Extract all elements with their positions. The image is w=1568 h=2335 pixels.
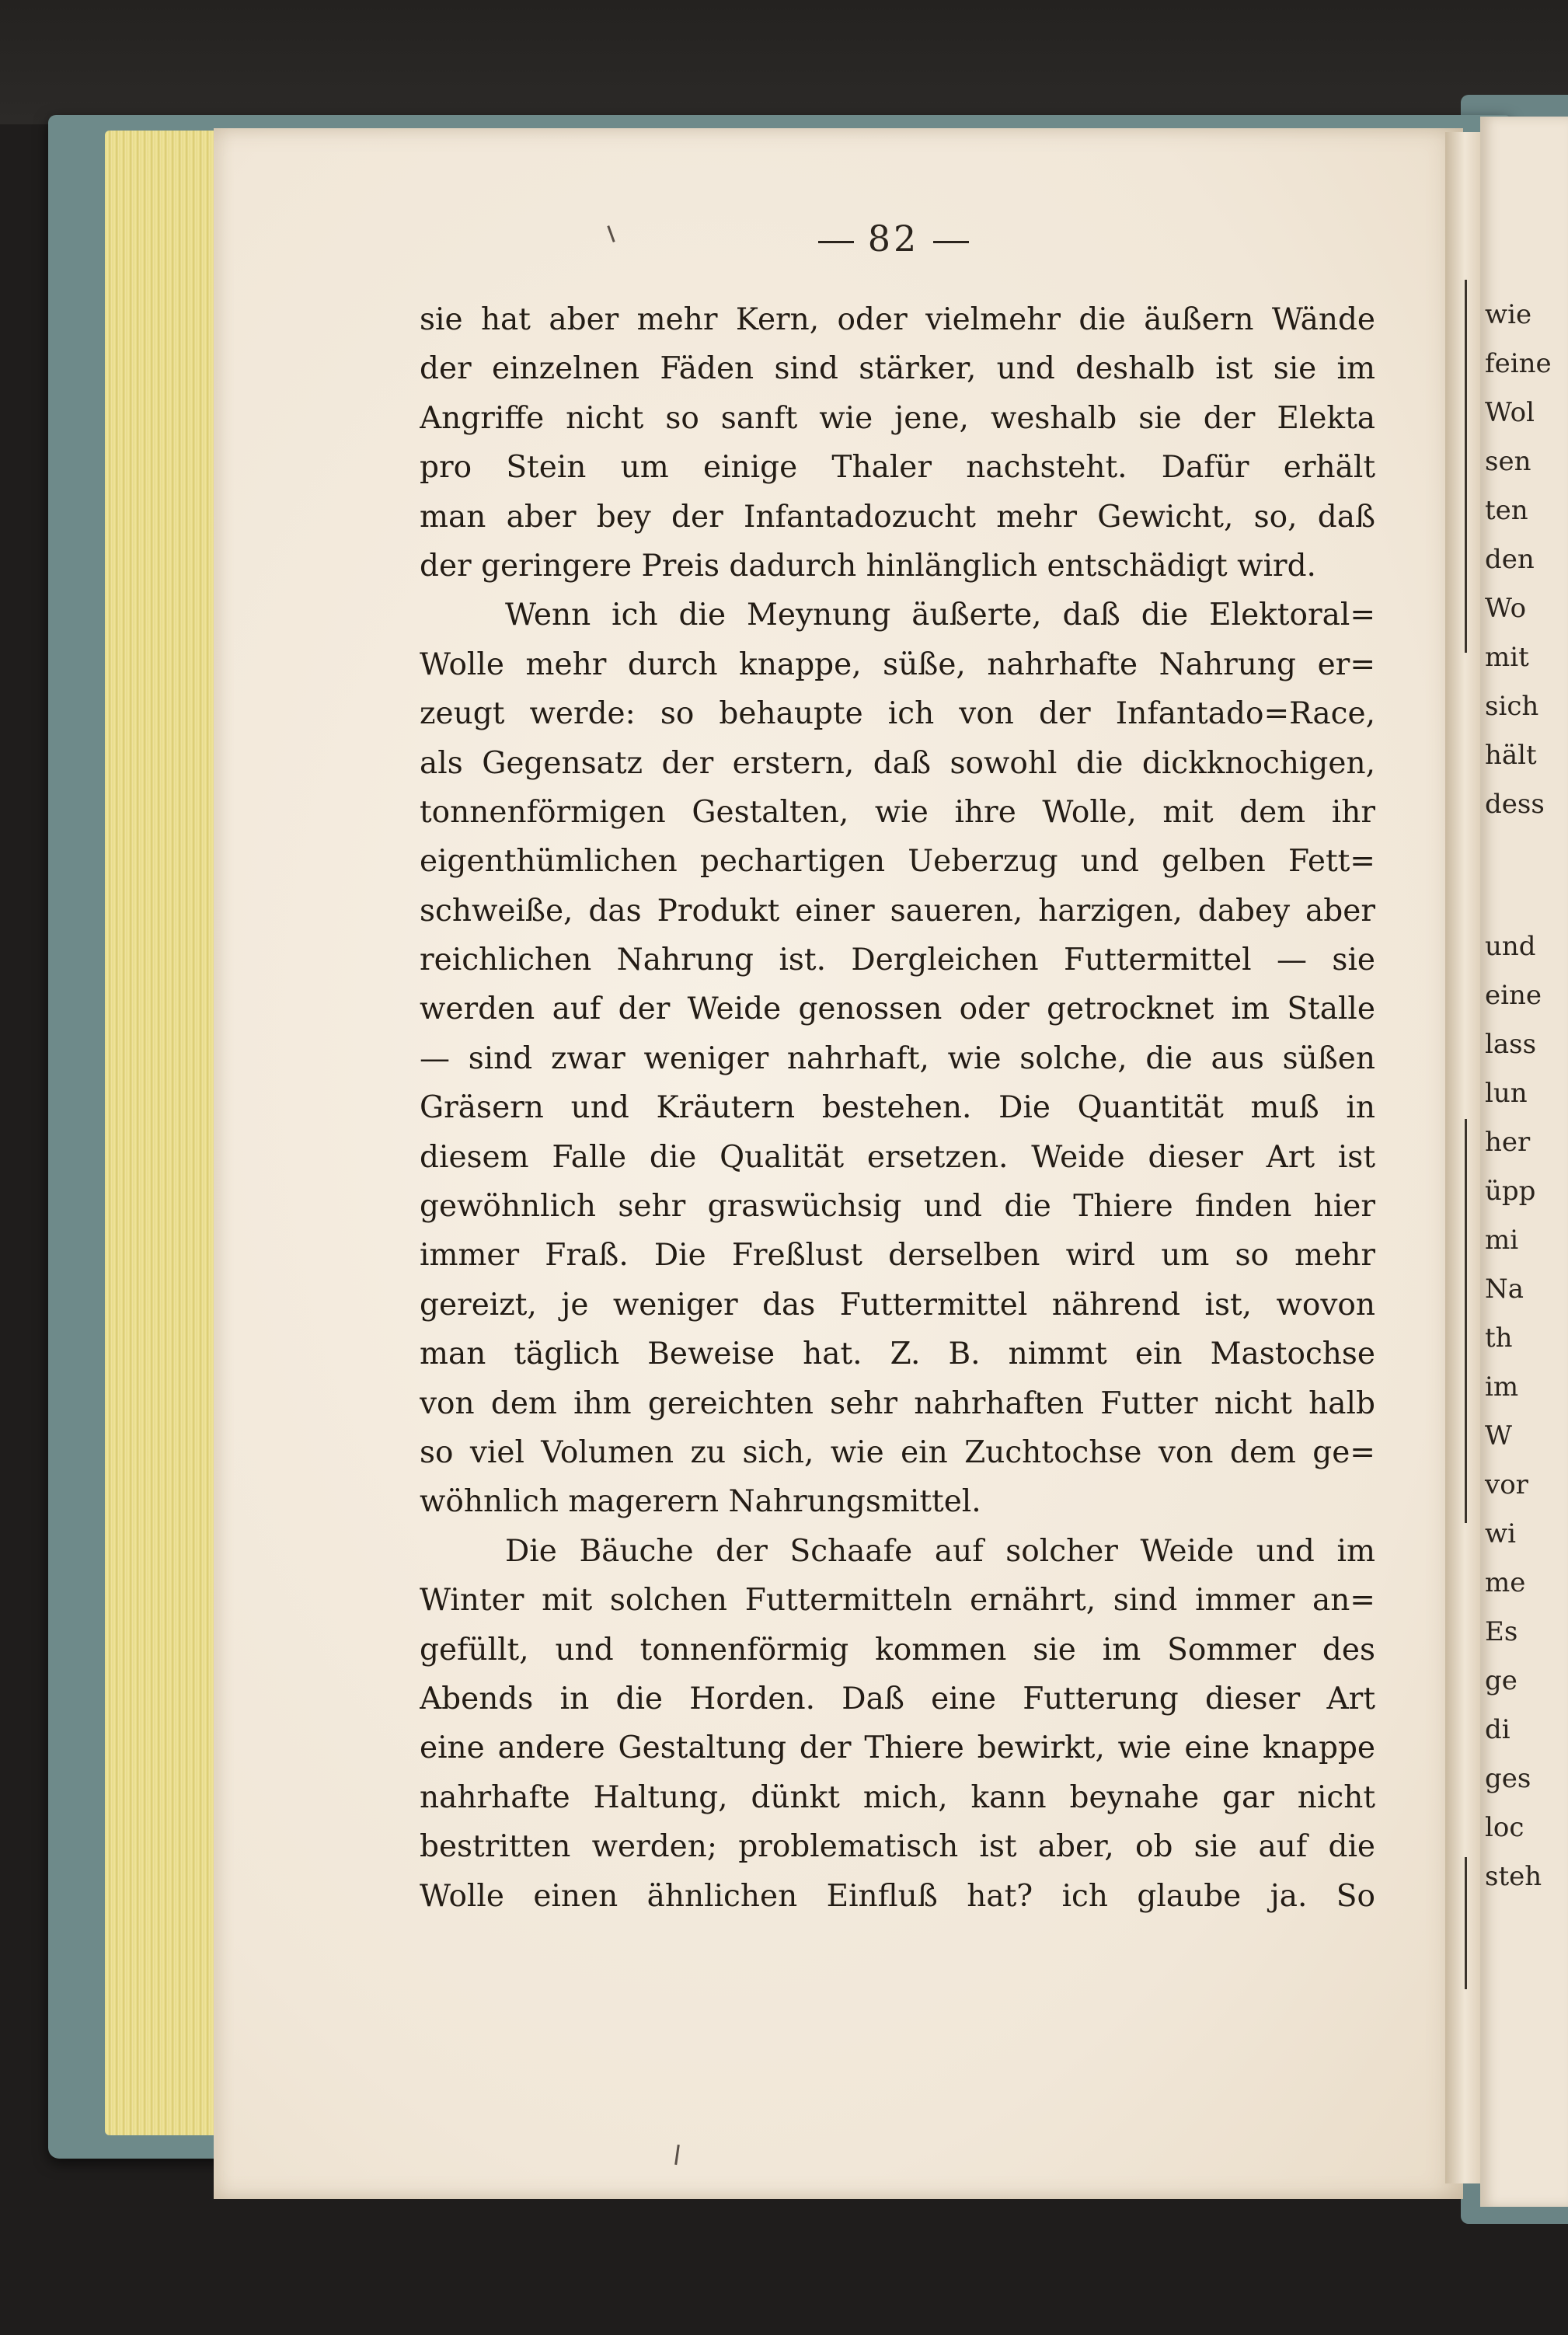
next-page-fragment: me — [1485, 1567, 1526, 1598]
text-line: sie hat aber mehr Kern, oder vielmehr die äußern Wände — [420, 302, 1375, 337]
text-line: pro Stein um einige Thaler nachsteht. Dafür erhält — [420, 450, 1375, 486]
dash-left — [818, 241, 854, 243]
next-page-fragment: lun — [1485, 1078, 1528, 1109]
text-line: Gräsern und Kräutern bestehen. Die Quantität muß in — [420, 1090, 1375, 1126]
text-line: Angriffe nicht so sanft wie jene, weshalb sie der Elekta — [420, 400, 1375, 436]
next-page-fragment: loc — [1485, 1812, 1524, 1843]
next-page-fragment: und — [1485, 931, 1536, 962]
next-page-fragment: feine — [1485, 348, 1552, 379]
margin-line — [1465, 280, 1467, 653]
next-page-fragment: Wol — [1485, 397, 1535, 428]
next-page-fragment: her — [1485, 1127, 1531, 1158]
text-line: man aber bey der Infantadozucht mehr Gewicht, so, daß — [420, 499, 1375, 535]
text-line: gewöhnlich sehr graswüchsig und die Thiere finden hier — [420, 1189, 1375, 1225]
text-line: Wolle einen ähnlichen Einfluß hat? ich glaube ja. So — [420, 1878, 1375, 1914]
next-page-fragment: den — [1485, 544, 1535, 575]
next-page-fragment: sen — [1485, 446, 1531, 477]
text-line: zeugt werde: so behaupte ich von der Infantado=Race, — [420, 696, 1375, 732]
next-page-fragment: wi — [1485, 1518, 1516, 1549]
next-page-fragment: W — [1485, 1420, 1512, 1452]
text-line: gefüllt, und tonnenförmig kommen sie im Sommer des — [420, 1632, 1375, 1668]
text-line: so viel Volumen zu sich, wie ein Zuchtochse von dem ge= — [420, 1434, 1375, 1470]
text-line: Wenn ich die Meynung äußerte, daß die Elektoral= — [505, 598, 1375, 633]
text-line: werden auf der Weide genossen oder getrocknet im Stalle — [420, 992, 1375, 1027]
next-page-fragment: vor — [1485, 1469, 1528, 1500]
text-line: Winter mit solchen Futtermitteln ernährt, sind immer an= — [420, 1583, 1375, 1619]
next-page-fragment: mi — [1485, 1225, 1519, 1256]
text-line: eigenthümlichen pechartigen Ueberzug und gelben Fett= — [420, 844, 1375, 880]
page-number-value: 82 — [867, 218, 920, 260]
next-page-fragment: th — [1485, 1323, 1513, 1354]
next-page-fragment: sich — [1485, 691, 1539, 722]
next-page-fragment: hält — [1485, 740, 1537, 771]
text-line: tonnenförmigen Gestalten, wie ihre Wolle, mit dem ihr — [420, 794, 1375, 830]
body-text — [420, 295, 1375, 1921]
next-page-fragment: lass — [1485, 1029, 1537, 1060]
text-line: — sind zwar weniger nahrhaft, wie solche, die aus süßen — [420, 1040, 1375, 1076]
text-line: man täglich Beweise hat. Z. B. nimmt ein Mastochse — [420, 1337, 1375, 1372]
next-page-edge — [1480, 117, 1568, 2207]
next-page-fragment: Es — [1485, 1616, 1518, 1647]
background-cloth — [0, 0, 1568, 124]
text-line: gereizt, je weniger das Futtermittel nährend ist, wovon — [420, 1287, 1375, 1323]
next-page-fragment: di — [1485, 1714, 1511, 1745]
text-line: wöhnlich magerern Nahrungsmittel. — [420, 1484, 981, 1520]
next-page-fragment: ten — [1485, 495, 1528, 526]
margin-line — [1465, 1857, 1467, 1989]
text-line: schweiße, das Produkt einer saueren, harzigen, dabey aber — [420, 893, 1375, 929]
next-page-fragment: steh — [1485, 1861, 1542, 1892]
dash-right — [933, 241, 969, 243]
text-line: Wolle mehr durch knappe, süße, nahrhafte Nahrung er= — [420, 646, 1375, 682]
text-line: eine andere Gestaltung der Thiere bewirkt, wie eine knappe — [420, 1730, 1375, 1766]
text-line: diesem Falle die Qualität ersetzen. Weide dieser Art ist — [420, 1139, 1375, 1175]
text-line: bestritten werden; problematisch ist aber, ob sie auf die — [420, 1829, 1375, 1865]
next-page-fragment: eine — [1485, 980, 1542, 1011]
next-page-fragment: wie — [1485, 299, 1532, 330]
next-page-fragment: ge — [1485, 1665, 1517, 1696]
next-page-fragment: im — [1485, 1371, 1519, 1403]
text-line: von dem ihm gereichten sehr nahrhaften Futter nicht halb — [420, 1385, 1375, 1421]
text-line: immer Fraß. Die Freßlust derselben wird um so mehr — [420, 1238, 1375, 1274]
margin-line — [1465, 1119, 1467, 1523]
text-line: Die Bäuche der Schaafe auf solcher Weide und im — [505, 1533, 1375, 1569]
next-page-fragment: ges — [1485, 1763, 1531, 1794]
text-line: Abends in die Horden. Daß eine Futterung dieser Art — [420, 1681, 1375, 1716]
next-page-fragment: Na — [1485, 1274, 1524, 1305]
text-line: der geringere Preis dadurch hinlänglich entschädigt wird. — [420, 548, 1316, 584]
next-page-fragment: mit — [1485, 642, 1529, 673]
next-page-fragment: dess — [1485, 789, 1545, 820]
text-line: der einzelnen Fäden sind stärker, und deshalb ist sie im — [420, 351, 1375, 387]
text-line: reichlichen Nahrung ist. Dergleichen Futtermittel — sie — [420, 943, 1375, 978]
text-line: als Gegensatz der erstern, daß sowohl die dickknochigen, — [420, 745, 1375, 781]
next-page-fragment: üpp — [1485, 1176, 1536, 1207]
page-number — [785, 218, 1002, 260]
next-page-fragment: Wo — [1485, 593, 1527, 624]
text-line: nahrhafte Haltung, dünkt mich, kann beynahe gar nicht — [420, 1779, 1375, 1815]
